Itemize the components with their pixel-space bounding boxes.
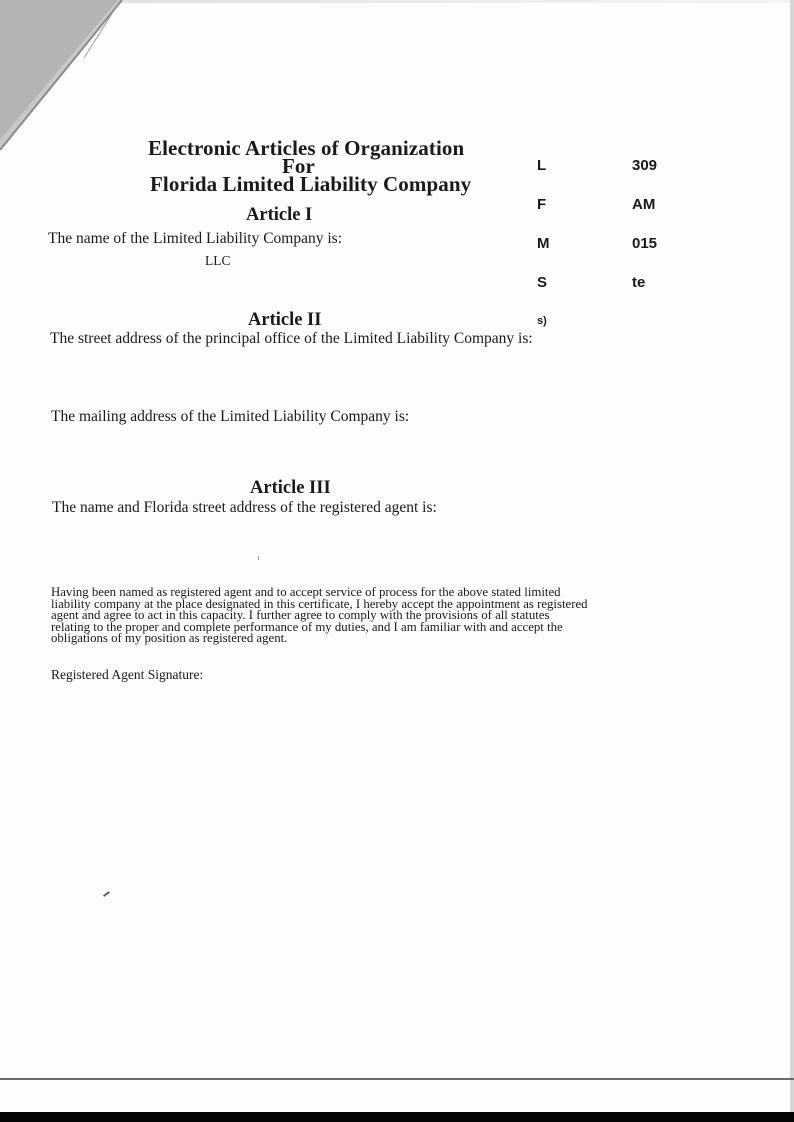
stamp-right-line: AM <box>632 196 656 213</box>
stamp-left-line: F <box>537 196 547 213</box>
stamp-left-line: s) <box>537 315 547 327</box>
scan-speck <box>103 891 110 897</box>
stamp-left-line: L <box>537 157 547 174</box>
right-page-edge <box>790 0 794 1122</box>
document-title-line3: Florida Limited Liability Company <box>150 172 472 196</box>
stamp-right-line: 309 <box>632 157 658 174</box>
stamp-left-line: S <box>537 274 548 291</box>
acceptance-line: liability company at the place designated in this certificate, I hereby accept the appointment as registered <box>51 596 588 611</box>
filing-stamp-right <box>632 133 657 315</box>
document-title-line2: For <box>282 154 315 178</box>
article-1-text: The name of the Limited Liability Company is: <box>48 230 343 247</box>
agent-acceptance-paragraph <box>51 587 691 645</box>
article-1-heading: Article I <box>246 205 313 225</box>
article-2-heading: Article II <box>248 310 322 330</box>
stamp-left-line: M <box>537 235 550 252</box>
scan-bottom-edge <box>0 1072 794 1122</box>
scan-speck <box>258 556 259 560</box>
stamp-right-line: 015 <box>632 235 658 252</box>
redaction-block <box>549 128 627 200</box>
registered-agent-text: The name and Florida street address of the registered agent is: <box>52 499 437 516</box>
principal-office-text: The street address of the principal office of the Limited Liability Company is: <box>50 330 533 347</box>
stamp-right-line: te <box>632 274 646 291</box>
document-title-line1: Electronic Articles of Organization <box>148 136 465 160</box>
folded-corner <box>0 0 160 160</box>
top-page-edge <box>120 0 794 3</box>
signature-label: Registered Agent Signature: <box>51 667 204 682</box>
article-3-heading: Article III <box>250 478 331 498</box>
acceptance-line: Having been named as registered agent and to accept service of process for the above stated limited <box>51 585 561 599</box>
llc-name-value: LLC <box>205 253 231 268</box>
mailing-address-text: The mailing address of the Limited Liability Company is: <box>51 408 410 425</box>
acceptance-line: agent and agree to act in this capacity. I further agree to comply with the provisions of all statutes <box>51 608 550 622</box>
acceptance-line: obligations of my position as registered agent. <box>51 631 288 645</box>
acceptance-line: relating to the proper and complete performance of my duties, and I am familiar with and accept the <box>51 619 563 634</box>
scanner-black-border <box>0 1112 794 1122</box>
page-bottom-line <box>0 1078 794 1080</box>
